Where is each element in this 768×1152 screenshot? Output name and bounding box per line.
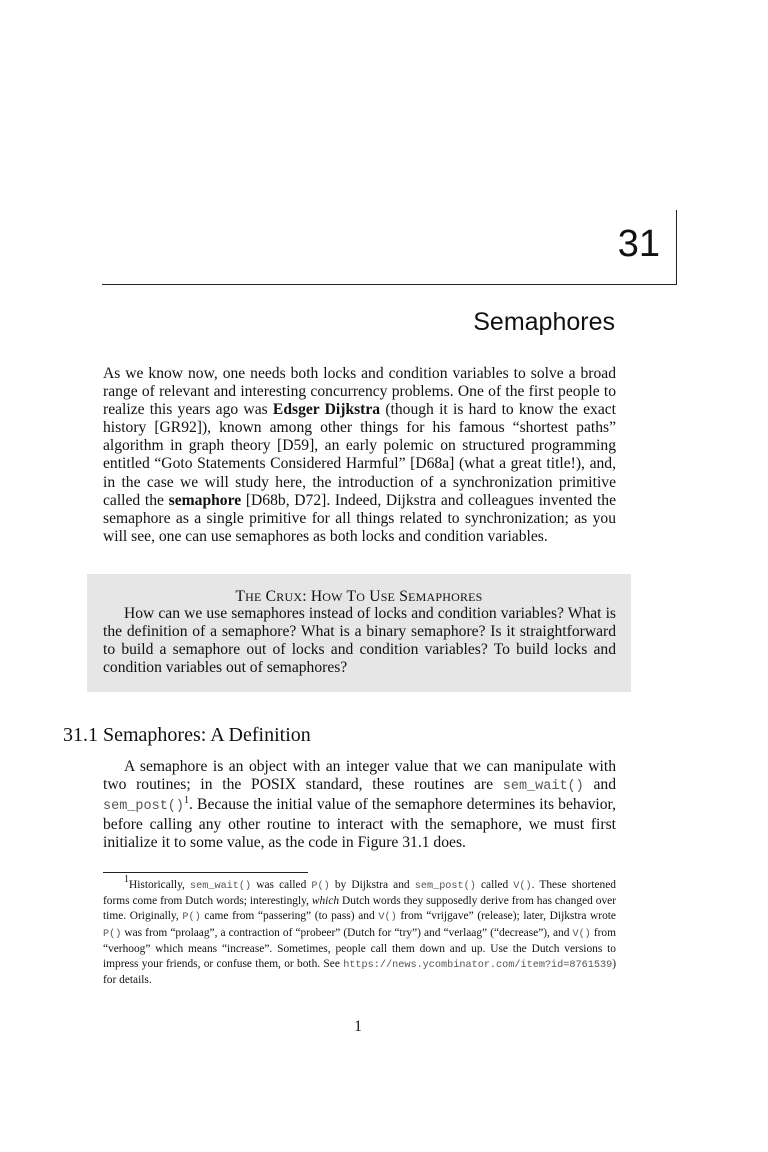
- footnote-rule: [103, 872, 308, 873]
- chapter-horizontal-rule: [102, 284, 677, 285]
- chapter-number: 31: [617, 223, 660, 265]
- bold-term-semaphore: semaphore: [168, 491, 242, 509]
- intro-paragraph: As we know now, one needs both locks and condition variables to solve a broad range of relevant and interesting concurrency problems. One of the first people to realize this years ago was Edsger Dijkstra (though it is hard to know the exact history [GR92]), known among other things for his famous “shortest paths” algorithm in graph theory [D59], an early polemic on structured programming entitled “Goto Statements Considered Harmful” [D68a] (what a great title!), and, in the case we will study here, the introduction of a synchronization primitive called the semaphore [D68b, D72]. Indeed, Dijkstra and colleagues invented the semaphore as a single primitive for all things related to synchronization; as you will see, one can use semaphores as both locks and condition variables.: [103, 365, 617, 545]
- chapter-title: Semaphores: [473, 308, 615, 336]
- code-sem-wait: sem_wait(): [502, 779, 584, 795]
- section-heading: 31.1 Semaphores: A Definition: [63, 724, 311, 746]
- footnote-ref[interactable]: 1: [184, 795, 190, 807]
- crux-body: How can we use semaphores instead of locks and condition variables? What is the definition of a semaphore? What is a binary semaphore? Is it straightforward to build a semaphore out of locks and condition variables? To build locks and condition variables out of semaphores?: [103, 605, 616, 677]
- section-paragraph: A semaphore is an object with an integer value that we can manipulate with two routines; in the POSIX standard, these routines are sem_wait() and sem_post()$^1$. Because the initial value of the semaphore determines its behavior, before calling any other routine to interact with the semaphore, we must first initialize it to some value, as the code in Figure 31.1 does.: [103, 758, 617, 852]
- page-number: 1: [354, 1018, 362, 1035]
- chapter-vertical-rule: [676, 210, 677, 284]
- code-sem-post: sem_post(): [103, 799, 185, 815]
- footnote: 1Historically, sem_wait() was called P() by Dijkstra and sem_post() called V(). These shortened forms come from Dutch words; interestingly, which Dutch words they supposedly derive from has changed over time. Originally, P() came from “passering” (to pass) and V() from “vrijgave” (release); later, Dijkstra wrote P() was from “prolaag”, a contraction of “probeer” (Dutch for “try”) and “verlaag” (“decrease”), and V() from “verhoog” which means “increase”. Sometimes, people call them down and up. Use the Dutch versions to impress your friends, or confuse them, or both. See https://news.ycombinator.com/item?id=8761539) for details.: [103, 874, 616, 987]
- footnote-link[interactable]: https://news.ycombinator.com/item?id=8761539: [343, 960, 613, 972]
- crux-title: THE CRUX: HOW TO USE SEMAPHORES: [235, 588, 483, 605]
- bold-term-dijkstra: Edsger Dijkstra: [272, 401, 381, 419]
